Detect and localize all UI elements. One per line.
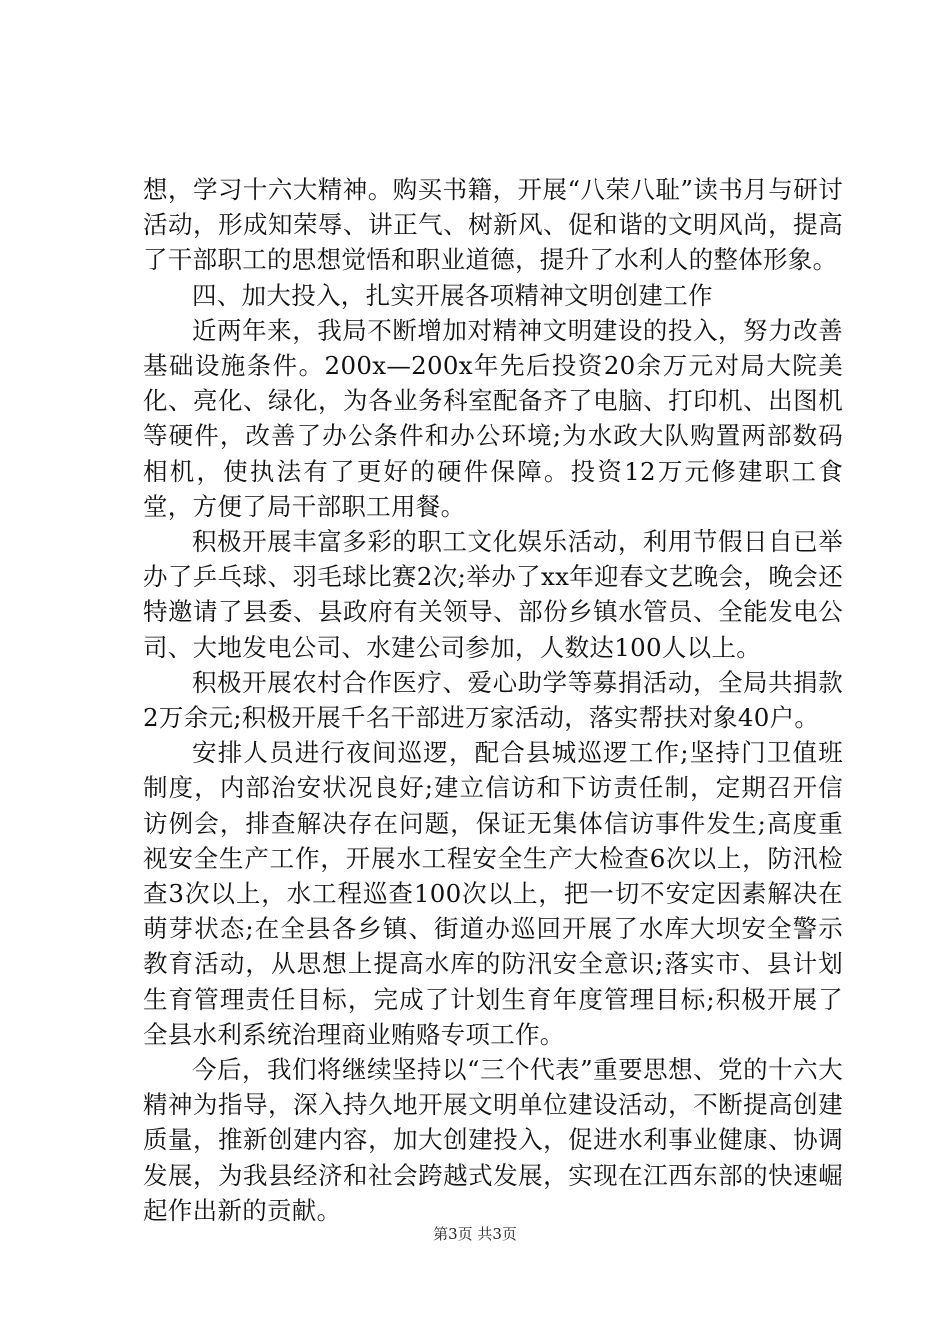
paragraph-continuation: 想，学习十六大精神。购买书籍，开展“八荣八耻”读书月与研讨活动，形成知荣辱、讲正气、树新风、促和谐的文明风尚，提高了干部职工的思想觉悟和职业道德，提升了水利人的整体形象。: [143, 175, 843, 275]
page-number-footer: 第3页 共3页: [433, 1225, 517, 1243]
paragraph-future-outlook: 今后，我们将继续坚持以“三个代表”重要思想、党的十六大精神为指导，深入持久地开展文明单位建设活动，不断提高创建质量，推新创建内容，加大创建投入，促进水利事业健康、协调发展，为我县经济和社会跨越式发展，实现在江西东部的快速崛起作出新的贡献。: [143, 1055, 843, 1225]
paragraph-investment: 近两年来，我局不断增加对精神文明建设的投入，努力改善基础设施条件。200x—200x年先后投资20余万元对局大院美化、亮化、绿化，为各业务科室配备齐了电脑、打印机、出图机等硬件，改善了办公条件和办公环境;为水政大队购置两部数码相机，使执法有了更好的硬件保障。投资12万元修建职工食堂，方便了局干部职工用餐。: [143, 315, 843, 521]
paragraph-safety-work: 安排人员进行夜间巡逻，配合县城巡逻工作;坚持门卫值班制度，内部治安状况良好;建立信访和下访责任制，定期召开信访例会，排查解决存在问题，保证无集体信访事件发生;高度重视安全生产工作，开展水工程安全生产大检查6次以上，防汛检查3次以上，水工程巡查100次以上，把一切不安定因素解决在萌芽状态;在全县各乡镇、街道办巡回开展了水库大坝安全警示教育活动，从思想上提高水库的防汛安全意识;落实市、县计划生育管理责任目标，完成了计划生育年度管理目标;积极开展了全县水利系统治理商业贿赂专项工作。: [143, 738, 843, 1049]
document-body: [143, 172, 843, 1228]
section-heading: 四、加大投入，扎实开展各项精神文明创建工作: [192, 280, 713, 310]
paragraph-cultural-activities: 积极开展丰富多彩的职工文化娱乐活动，利用节假日自已举办了乒乓球、羽毛球比赛2次;举办了xx年迎春文艺晚会，晚会还特邀请了县委、县政府有关领导、部份乡镇水管员、全能发电公司、大地发电公司、水建公司参加，人数达100人以上。: [143, 527, 843, 662]
paragraph-donations: 积极开展农村合作医疗、爱心助学等募捐活动，全局共捐款2万余元;积极开展千名干部进万家活动，落实帮扶对象40户。: [143, 667, 843, 733]
